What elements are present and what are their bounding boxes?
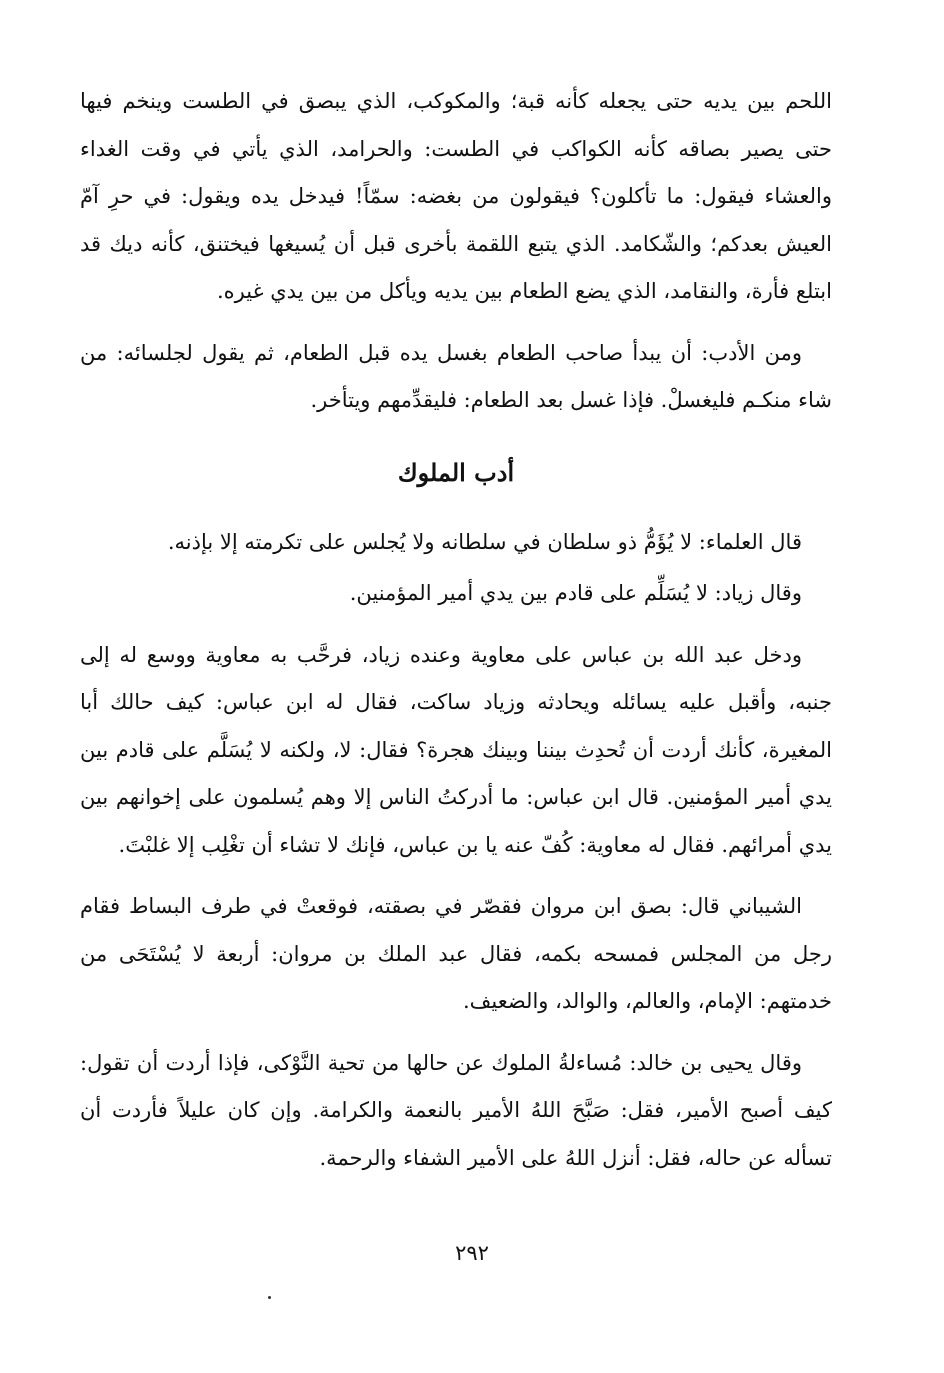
page-number: ٢٩٢	[455, 1241, 489, 1265]
paragraph-shaybani-story: الشيباني قال: بصق ابن مروان فقصّر في بصقته، فوقعتْ في طرف البساط فقام رجل من المجلس فمسحه بكمه، فقال عبد الملك بن مروان: أربعة لا يُسْتَحَى من خدمتهم: الإمام، والعالم، والوالد، والضعيف.	[80, 894, 832, 1013]
paragraph-yahya-saying: وقال يحيى بن خالد: مُساءلةُ الملوك عن حالها من تحية النَّوْكى، فإذا أردت أن تقول: كيف أصبح الأمير، فقل: صَبَّحَ اللهُ الأمير بالنعمة والكرامة. وإن كان عليلاً فأردت أن تسأله عن حاله، فقل: أنزل اللهُ على الأمير الشفاء والرحمة.	[80, 1050, 832, 1170]
paragraph-ibn-abbas-story: ودخل عبد الله بن عباس على معاوية وعنده زياد، فرحَّب به معاوية ووسع له إلى جنبه، وأقبل عليه يسائله ويحادثه وزياد ساكت، فقال له ابن عباس: كيف حالك أبا المغيرة، كأنك أردت أن تُحدِث بيننا وبينك هجرة؟ فقال: لا، ولكنه لا يُسَلَّم على قادم بين يدي أمير المؤمنين. قال ابن عباس: ما أدركتُ الناس إلا وهم يُسلمون على إخوانهم بين يدي أمرائهم. فقال له معاوية: كُفّ عنه يا بن عباس، فإنك لا تشاء أن تغْلِب إلا غلبْتَ.	[80, 642, 832, 857]
paragraph-bad-eaters: اللحم بين يديه حتى يجعله كأنه قبة؛ والمكوكب، الذي يبصق في الطست وينخم فيها حتى يصير بصاقه كأنه الكواكب في الطست: والحرامد، الذي يأتي في وقت الغداء والعشاء فيقول: ما تأكلون؟ فيقولون من بغضه: سمّاً! فيدخل يده ويقول: في حرِ آمّ العيش بعدكم؛ والشّكامد. الذي يتبع اللقمة بأخرى قبل أن يُسيغها فيختنق، كأنه ديك قد ابتلع فأرة، والنقامد، الذي يضع الطعام بين يديه ويأكل من بين يدي غيره.	[80, 89, 832, 303]
paragraph-hand-washing: ومن الأدب: أن يبدأ صاحب الطعام بغسل يده قبل الطعام، ثم يقول لجلسائه: من شاء منكـم فليغسلْ. فإذا غسل بعد الطعام: فليقدِّمهم ويتأخر.	[80, 340, 832, 412]
scan-speck	[268, 1296, 271, 1299]
page-body	[80, 78, 832, 1182]
paragraph-scholars-saying: قال العلماء: لا يُؤَمُّ ذو سلطان في سلطانه ولا يُجلس على تكرمته إلا بإذنه.	[167, 529, 802, 554]
paragraph-ziyad-saying: وقال زياد: لا يُسَلِّم على قادم بين يدي أمير المؤمنين.	[349, 581, 802, 605]
section-heading: أدب الملوك	[397, 457, 515, 487]
